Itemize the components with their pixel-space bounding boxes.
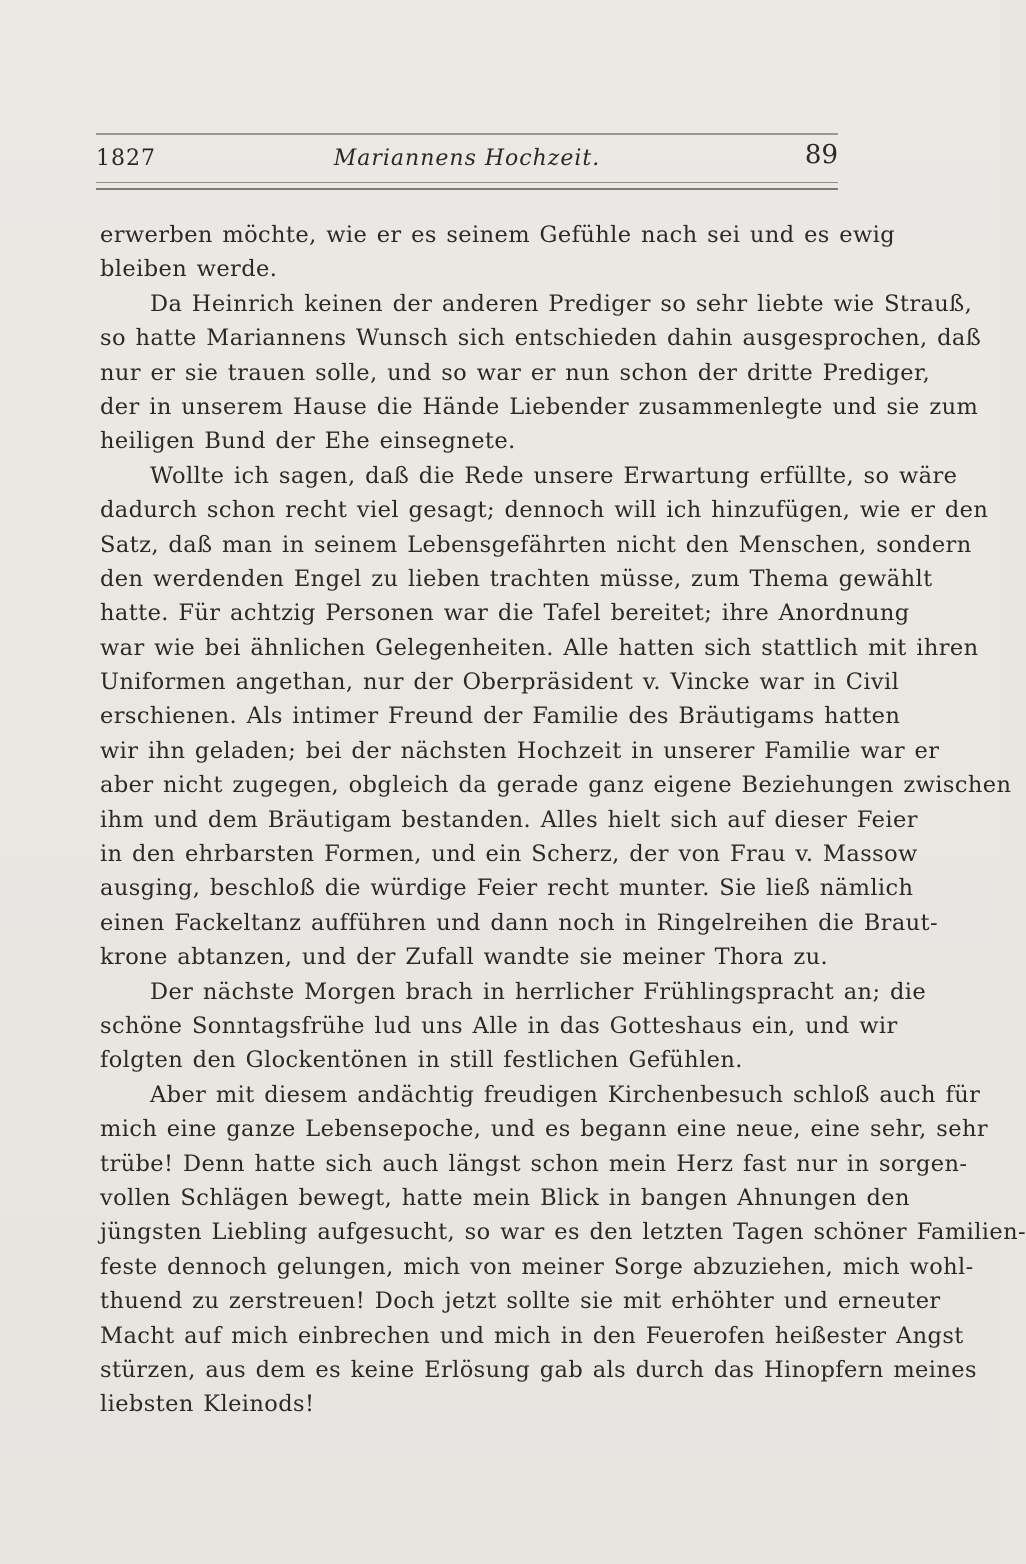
text-line: erschienen. Als intimer Freund der Familie des Bräutigams hatten (100, 703, 901, 730)
text-line: ausging, beschloß die würdige Feier recht munter. Sie ließ nämlich (100, 875, 914, 902)
text-line: trübe! Denn hatte sich auch längst schon mein Herz fast nur in sorgen- (100, 1150, 968, 1177)
text-line: dadurch schon recht viel gesagt; dennoch will ich hinzufügen, wie er den (100, 497, 989, 524)
text-line: war wie bei ähnlichen Gelegenheiten. Alle hatten sich stattlich mit ihren (100, 634, 979, 661)
text-line: stürzen, aus dem es keine Erlösung gab als durch das Hinopfern meines (100, 1356, 977, 1383)
text-line: thuend zu zerstreuen! Doch jetzt sollte sie mit erhöhter und erneuter (100, 1288, 941, 1315)
text-line: Da Heinrich keinen der anderen Prediger so sehr liebte wie Strauß, (150, 290, 973, 317)
running-header (96, 140, 838, 176)
text-line: Macht auf mich einbrechen und mich in den Feuerofen heißester Angst (100, 1322, 964, 1349)
text-line: Uniformen angethan, nur der Oberpräsident v. Vincke war in Civil (100, 669, 900, 696)
text-line: nur er sie trauen solle, und so war er nun schon der dritte Prediger, (100, 359, 931, 386)
text-line: Der nächste Morgen brach in herrlicher Frühlingspracht an; die (150, 978, 927, 1005)
text-line: so hatte Mariannens Wunsch sich entschieden dahin ausgesprochen, daß (100, 325, 982, 352)
page-number: 89 (804, 140, 838, 170)
text-line: mich eine ganze Lebensepoche, und es begann eine neue, eine sehr, sehr (100, 1116, 988, 1143)
text-line: feste dennoch gelungen, mich von meiner Sorge abzuziehen, mich wohl- (100, 1253, 974, 1280)
header-rule-thin (96, 182, 838, 183)
text-line: einen Fackeltanz aufführen und dann noch in Ringelreihen die Braut- (100, 909, 938, 936)
text-line: Aber mit diesem andächtig freudigen Kirchenbesuch schloß auch für (150, 1081, 981, 1108)
text-line: ihm und dem Bräutigam bestanden. Alles hielt sich auf dieser Feier (100, 806, 918, 833)
text-line: den werdenden Engel zu lieben trachten müsse, zum Thema gewählt (100, 565, 933, 592)
text-line: hatte. Für achtzig Personen war die Tafel bereitet; ihre Anordnung (100, 600, 910, 627)
text-line: Satz, daß man in seinem Lebensgefährten nicht den Menschen, sondern (100, 531, 972, 558)
text-line: in den ehrbarsten Formen, und ein Scherz, der von Frau v. Massow (100, 841, 918, 868)
text-line: liebsten Kleinods! (100, 1391, 315, 1418)
header-year: 1827 (96, 146, 156, 171)
text-line: folgten den Glockentönen in still festlichen Gefühlen. (100, 1047, 743, 1074)
text-line: aber nicht zugegen, obgleich da gerade ganz eigene Beziehungen zwischen (100, 772, 1012, 799)
text-line: bleiben werde. (100, 256, 278, 283)
text-line: erwerben möchte, wie er es seinem Gefühle nach sei und es ewig (100, 222, 896, 248)
header-rule-thick (96, 188, 838, 190)
text-line: vollen Schlägen bewegt, hatte mein Blick in bangen Ahnungen den (100, 1184, 910, 1211)
text-line: der in unserem Hause die Hände Liebender zusammenlegte und sie zum (100, 393, 979, 420)
text-line: jüngsten Liebling aufgesucht, so war es den letzten Tagen schöner Familien- (100, 1219, 1026, 1246)
body-text (100, 218, 1026, 1422)
text-line: heiligen Bund der Ehe einsegnete. (100, 428, 516, 455)
text-line: Wollte ich sagen, daß die Rede unsere Erwartung erfüllte, so wäre (150, 462, 958, 489)
text-line: schöne Sonntagsfrühe lud uns Alle in das Gotteshaus ein, und wir (100, 1012, 898, 1039)
header-top-rule (96, 133, 838, 135)
text-line: krone abtanzen, und der Zufall wandte sie meiner Thora zu. (100, 944, 829, 971)
text-line: wir ihn geladen; bei der nächsten Hochzeit in unserer Familie war er (100, 737, 940, 764)
running-title: Mariannens Hochzeit. (333, 146, 601, 171)
